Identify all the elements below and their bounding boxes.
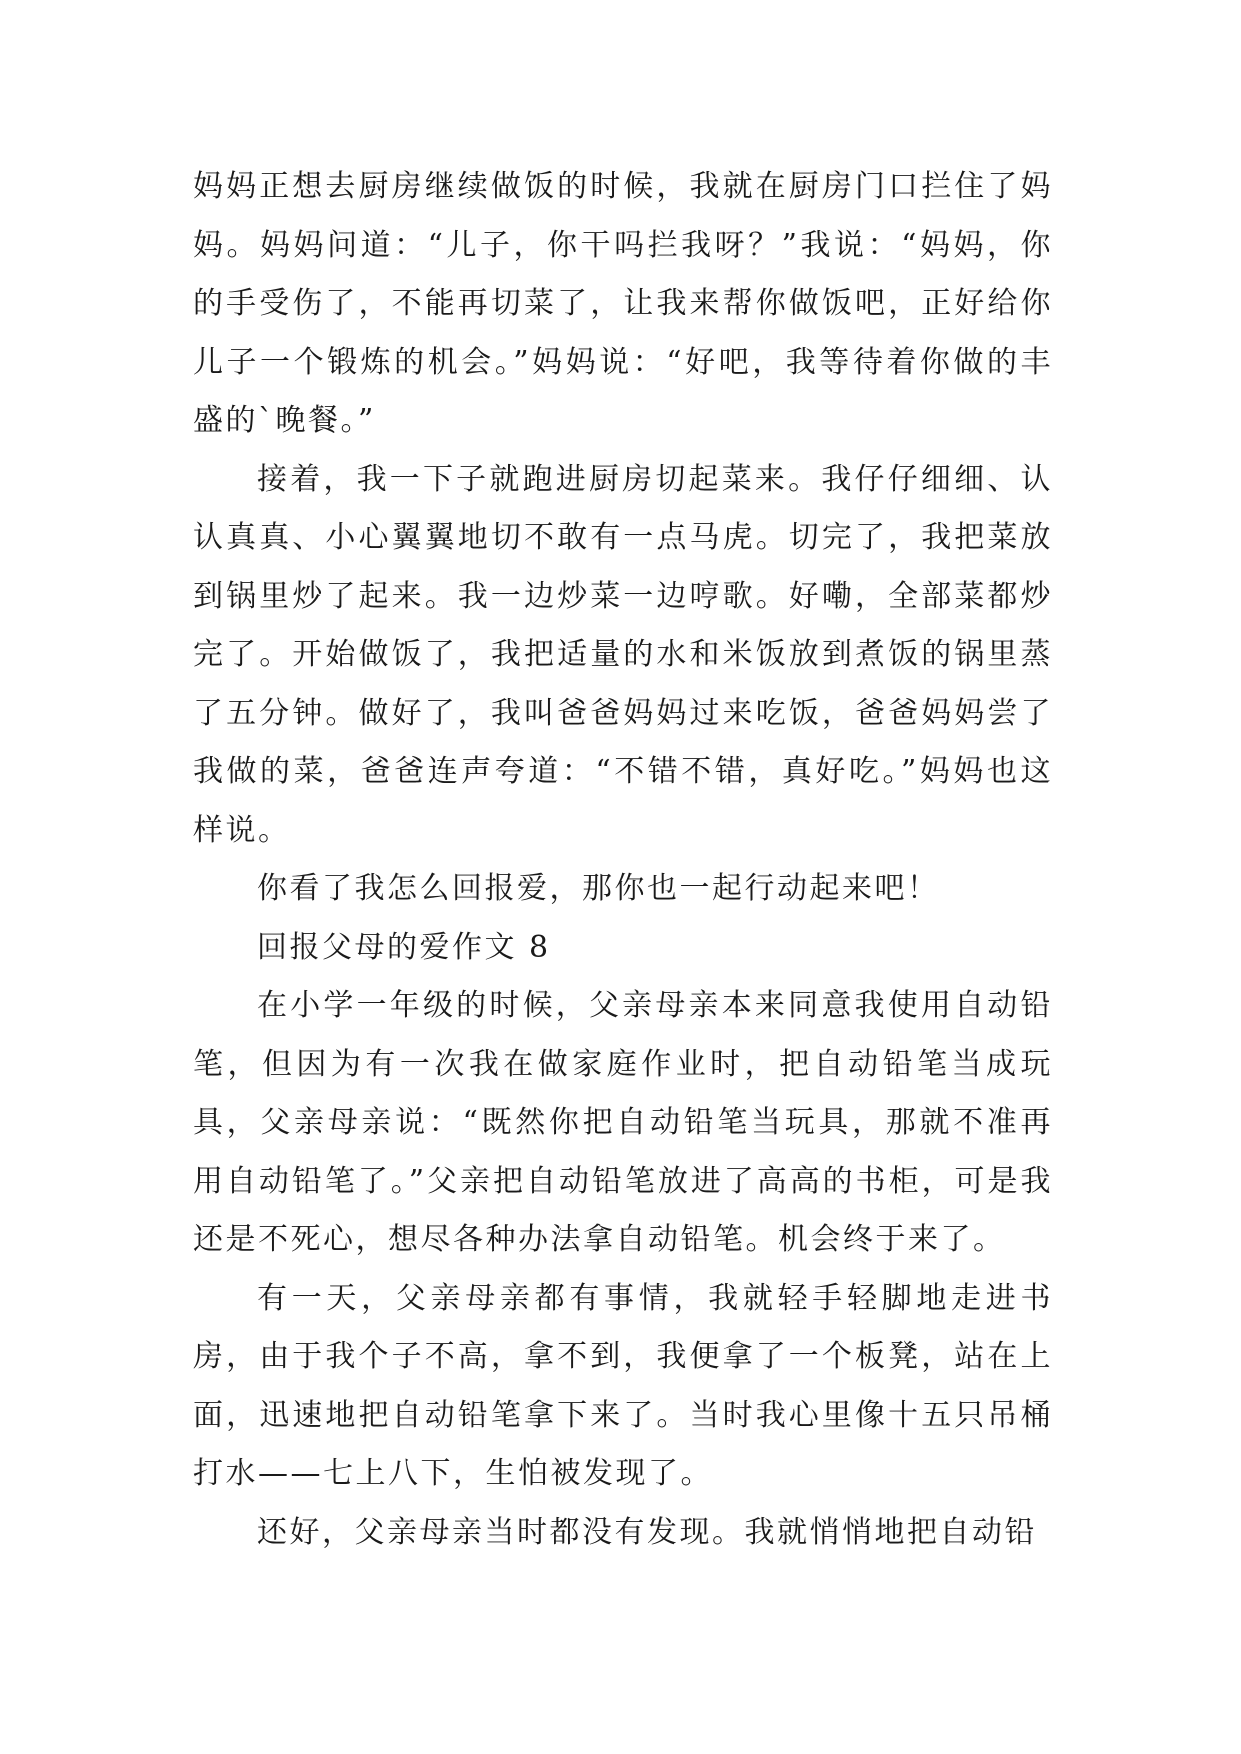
document-body: [193, 158, 1053, 1562]
paragraph-1: 妈妈正想去厨房继续做饭的时候，我就在厨房门口拦住了妈妈。妈妈问道：“儿子，你干吗拦我呀？”我说：“妈妈，你的手受伤了，不能再切菜了，让我来帮你做饭吧，正好给你儿子一个锻炼的机会。”妈妈说：“好吧，我等待着你做的丰盛的`晚餐。”: [193, 169, 1053, 438]
paragraph-5: 有一天，父亲母亲都有事情，我就轻手轻脚地走进书房，由于我个子不高，拿不到，我便拿了一个板凳，站在上面，迅速地把自动铅笔拿下来了。当时我心里像十五只吊桶打水——七上八下，生怕被发现了。: [193, 1280, 1053, 1491]
paragraph-2: 接着，我一下子就跑进厨房切起菜来。我仔仔细细、认认真真、小心翼翼地切不敢有一点马虎。切完了，我把菜放到锅里炒了起来。我一边炒菜一边哼歌。好嘞，全部菜都炒完了。开始做饭了，我把适量的水和米饭放到煮饭的锅里蒸了五分钟。做好了，我叫爸爸妈妈过来吃饭，爸爸妈妈尝了我做的菜，爸爸连声夸道：“不错不错，真好吃。”妈妈也这样说。: [193, 461, 1053, 848]
paragraph-3: 你看了我怎么回报爱，那你也一起行动起来吧！: [257, 871, 940, 906]
paragraph-4: 在小学一年级的时候，父亲母亲本来同意我使用自动铅笔，但因为有一次我在做家庭作业时，把自动铅笔当成玩具，父亲母亲说：“既然你把自动铅笔当玩具，那就不准再用自动铅笔了。”父亲把自动铅笔放进了高高的书柜，可是我还是不死心，想尽各种办法拿自动铅笔。机会终于来了。: [193, 988, 1053, 1257]
paragraph-6: 还好，父亲母亲当时都没有发现。我就悄悄地把自动铅: [257, 1514, 1037, 1550]
section-heading: 回报父母的爱作文 8: [257, 929, 551, 965]
